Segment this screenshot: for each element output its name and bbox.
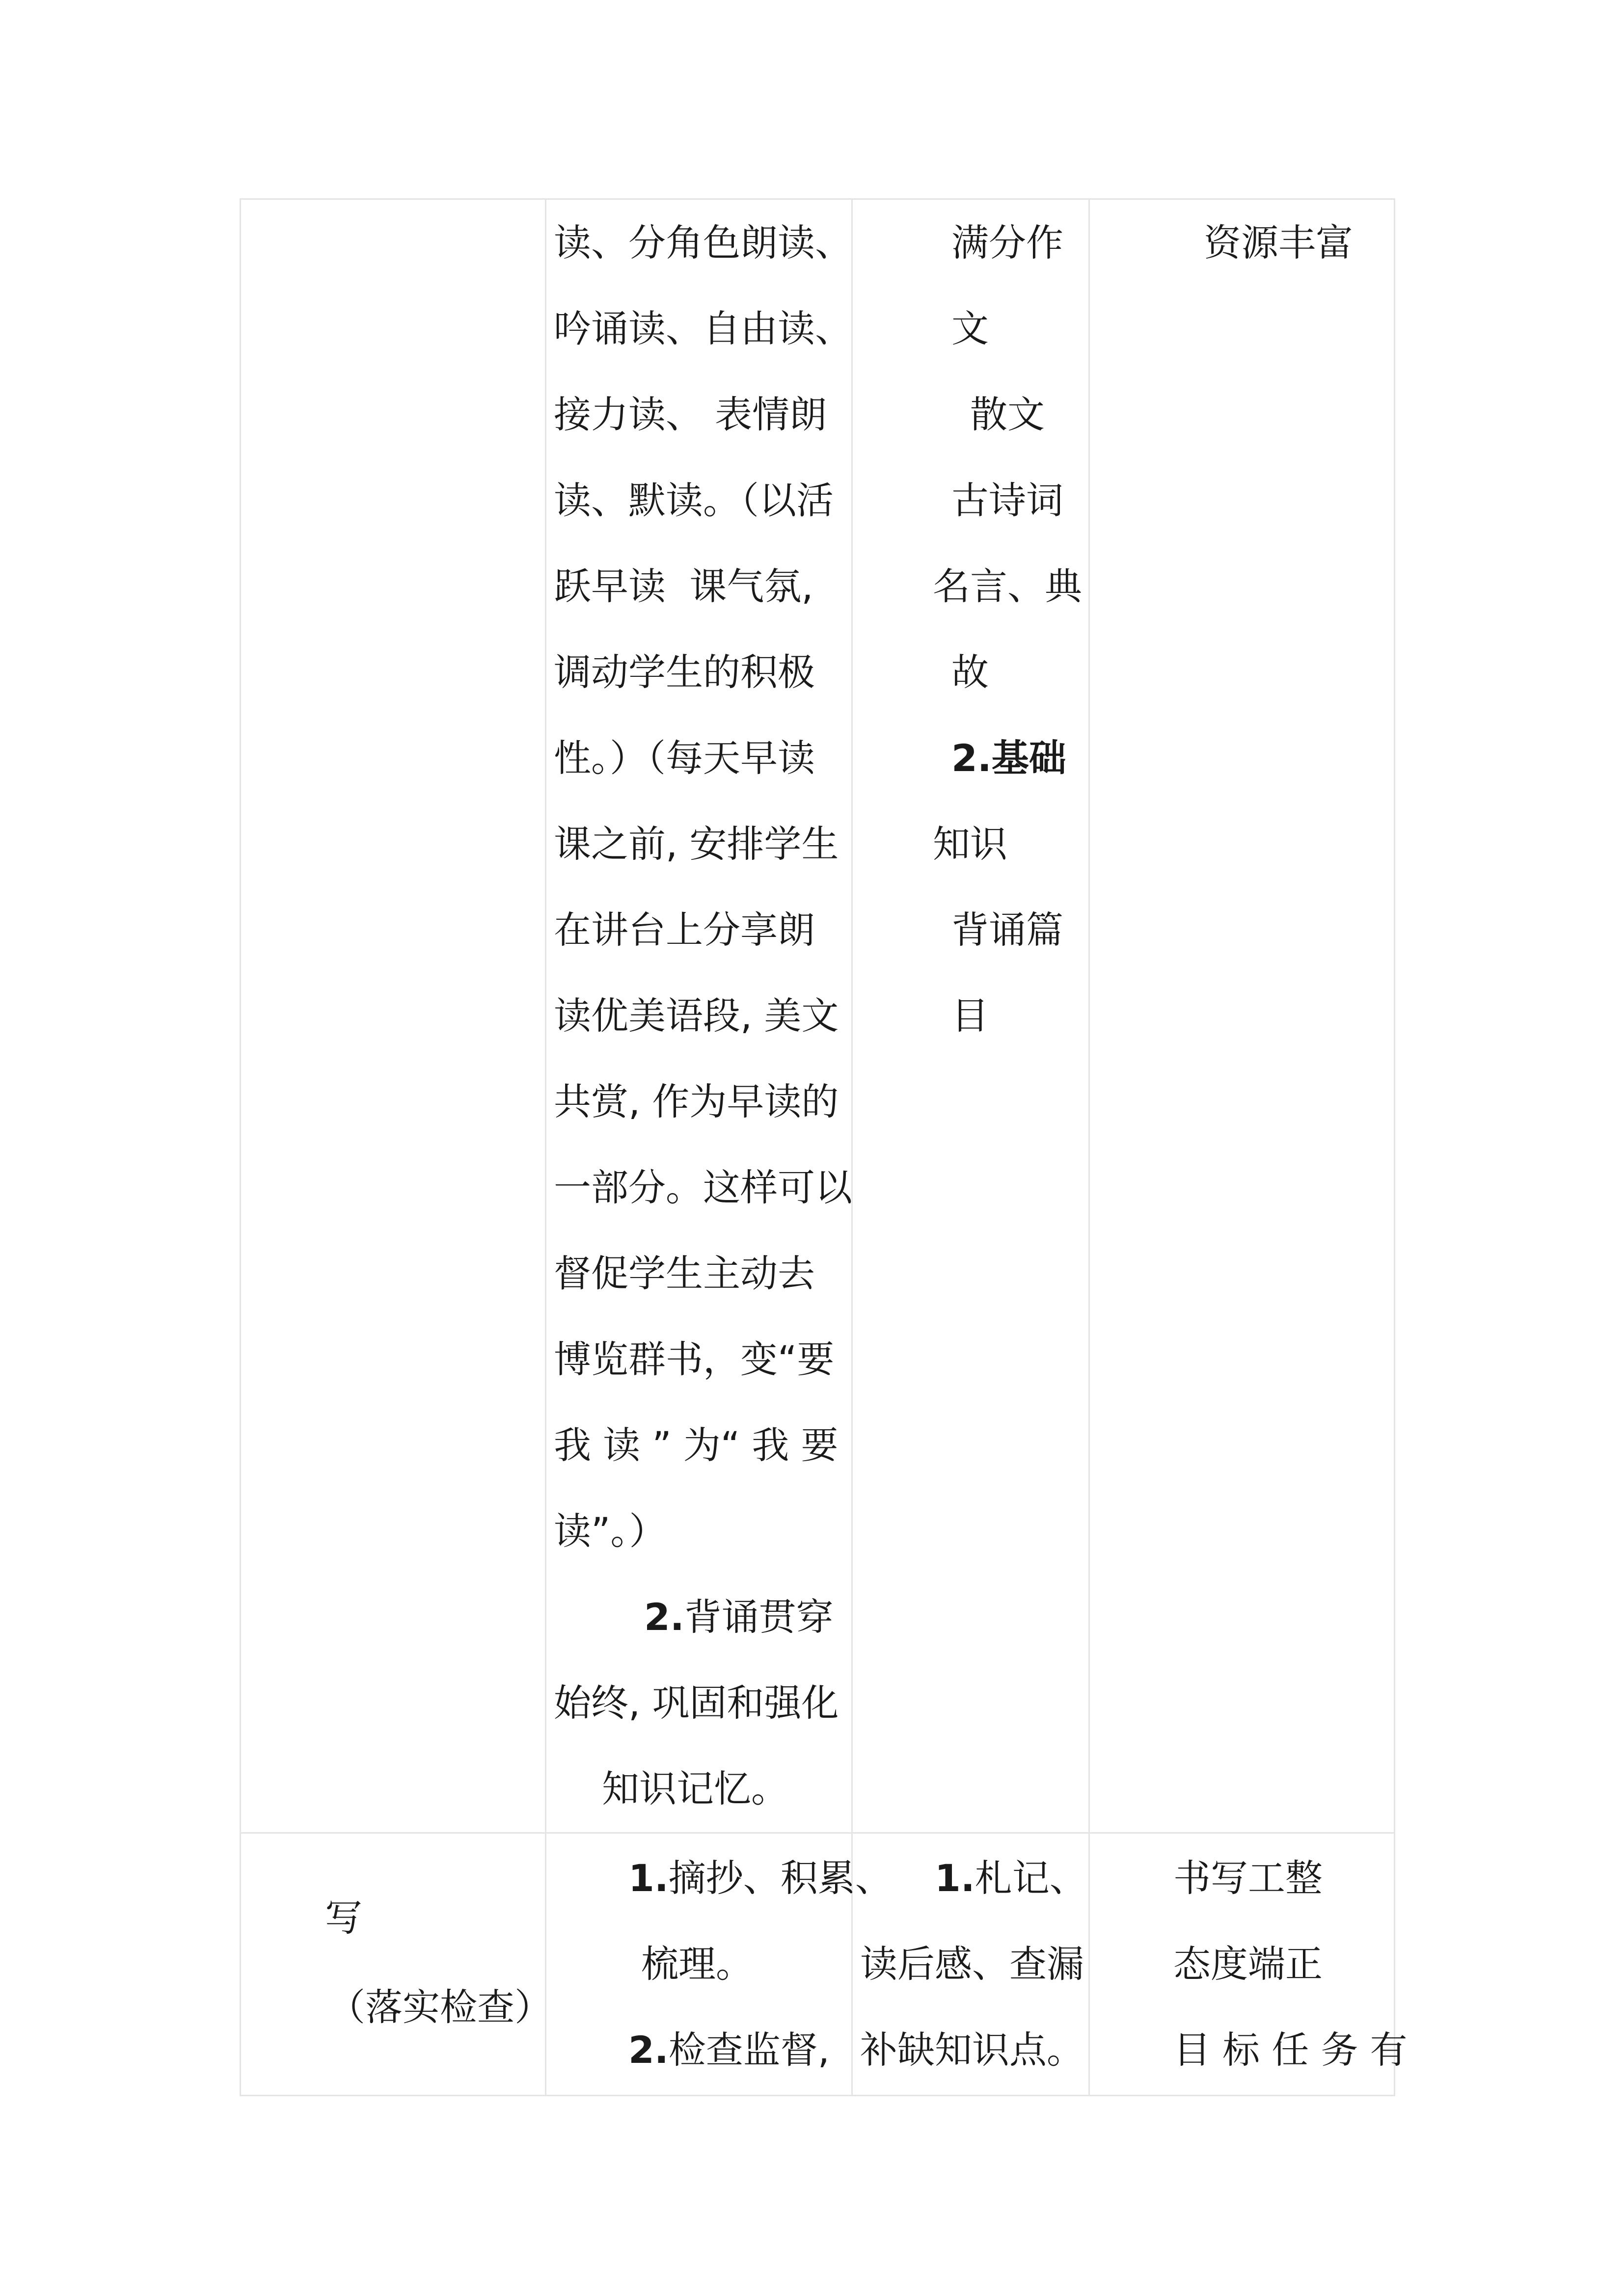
cell-text-line: 知识记忆。 [602, 1767, 788, 1811]
cell-text-line: 接力读、 表情朗 [554, 393, 827, 436]
cell-text-line: 跃早读 课气氛, [554, 564, 813, 608]
cell-text-line: 共赏, 作为早读的 [554, 1080, 839, 1123]
cell-text-line: 文 [951, 307, 989, 350]
cell-text-line: 1.摘抄、积累、 [628, 1856, 893, 1900]
cell-text-line: 散文 [970, 393, 1045, 436]
cell-text-line: 2.背诵贯穿 [644, 1595, 834, 1639]
cell-text-line: 2.基础 [951, 736, 1066, 780]
cell-text-line: 在讲台上分享朗 [554, 908, 815, 952]
cell-text-line: 博览群书，变“要 [554, 1337, 835, 1381]
cell-text-line: 2.检查监督, [628, 2028, 830, 2072]
cell-text-line: 资源丰富 [1204, 221, 1353, 265]
cell-text-line: 1.札记、 [935, 1856, 1087, 1900]
cell-text-line: 课之前, 安排学生 [554, 822, 839, 866]
table-cell-r1c1 [240, 198, 546, 1834]
cell-text-line: 读后感、查漏 [860, 1942, 1084, 1986]
cell-text-line: 调动学生的积极 [554, 650, 815, 694]
cell-text-line: 态度端正 [1173, 1942, 1323, 1986]
cell-text-line: 名言、典 [933, 564, 1082, 608]
table-cell-r1c4 [1088, 198, 1395, 1834]
cell-text-line: 我 读 ” 为“ 我 要 [554, 1423, 839, 1467]
row-header-title: 写 [325, 1896, 362, 1940]
cell-text-line: 满分作 [951, 221, 1063, 265]
cell-text-line: 督促学生主动去 [554, 1252, 815, 1295]
cell-text-line: 书写工整 [1173, 1856, 1323, 1900]
cell-text-line: 一部分。这样可以 [554, 1166, 852, 1209]
cell-text-line: 读、默读。（以活 [554, 479, 834, 522]
cell-text-line: 读、分角色朗读、 [554, 221, 852, 265]
cell-text-line: 古诗词 [951, 479, 1063, 522]
cell-text-line: 性。）（每天早读 [554, 736, 815, 780]
table-cell-r2c1 [240, 1832, 546, 2096]
cell-text-line: 读优美语段, 美文 [554, 994, 839, 1038]
row-header-subtitle: （落实检查） [328, 1985, 552, 2029]
cell-text-line: 吟诵读、自由读、 [554, 307, 852, 350]
cell-text-line: 知识 [933, 822, 1007, 866]
cell-text-line: 目 [951, 994, 989, 1038]
cell-text-line: 背诵篇 [951, 908, 1063, 952]
cell-text-line: 始终, 巩固和强化 [554, 1681, 839, 1725]
cell-text-line: 补缺知识点。 [860, 2028, 1084, 2072]
cell-text-line: 目 标 任 务 有 [1173, 2028, 1407, 2072]
cell-text-line: 读”。） [554, 1509, 667, 1553]
cell-text-line: 故 [951, 650, 989, 694]
cell-text-line: 梳理。 [641, 1942, 753, 1986]
